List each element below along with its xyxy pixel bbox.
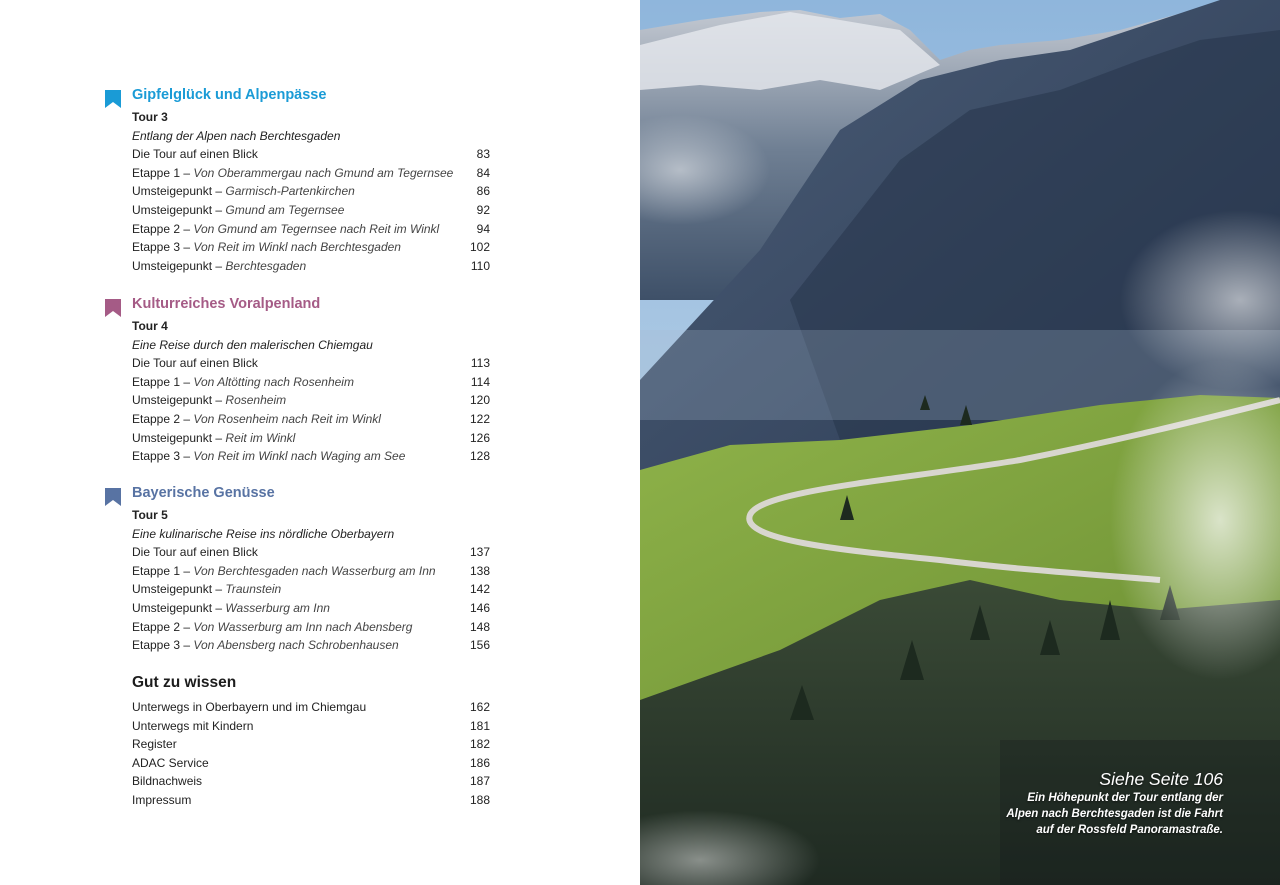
toc-row[interactable]: [132, 636, 490, 655]
toc-row[interactable]: [132, 354, 490, 373]
toc-row-sub: Wasserburg am Inn: [225, 600, 330, 615]
toc-row-label: Register: [132, 737, 177, 752]
toc-row-sub: Berchtesgaden: [225, 258, 307, 273]
page-number: 156: [469, 638, 490, 653]
page-number: 182: [469, 737, 490, 752]
tour-subtitle: Eine Reise durch den malerischen Chiemgau: [132, 337, 373, 352]
bookmark-icon: [105, 488, 121, 506]
dash: –: [183, 638, 191, 653]
toc-row[interactable]: [132, 717, 490, 736]
toc-row-sub: Von Reit im Winkl nach Berchtesgaden: [193, 240, 401, 255]
toc-row-label: Die Tour auf einen Blick: [132, 545, 258, 560]
toc-row-sub: Rosenheim: [225, 393, 287, 408]
toc-row-sub: Garmisch-Partenkirchen: [225, 184, 355, 199]
page-number: 188: [469, 792, 490, 807]
toc-row-label: Die Tour auf einen Blick: [132, 147, 258, 162]
tour-subtitle: Entlang der Alpen nach Berchtesgaden: [132, 128, 341, 143]
toc-row-label: Umsteigepunkt: [132, 582, 213, 597]
toc-row[interactable]: [132, 791, 490, 810]
dash: –: [183, 619, 191, 634]
toc-row-sub: Reit im Winkl: [225, 430, 296, 445]
page-number: 138: [469, 563, 490, 578]
tour-label: Tour 4: [132, 319, 168, 333]
page-number: 187: [469, 774, 490, 789]
section-header: [105, 296, 495, 318]
toc-list: [132, 317, 490, 466]
toc-row[interactable]: [132, 698, 490, 717]
toc-row-label: ADAC Service: [132, 755, 209, 770]
page-number: 114: [470, 374, 490, 389]
toc-row-label: Umsteigepunkt: [132, 202, 213, 217]
toc-row[interactable]: [132, 238, 490, 257]
caption-title: Siehe Seite 106: [1099, 769, 1223, 789]
photo-caption: [1006, 768, 1223, 838]
dash: –: [215, 582, 223, 597]
dash: –: [215, 202, 223, 217]
tour-label: Tour 5: [132, 508, 168, 522]
toc-row[interactable]: [132, 772, 490, 791]
toc-row[interactable]: [132, 543, 490, 562]
toc-row-label: Etappe 3: [132, 240, 181, 255]
bookmark-icon: [105, 299, 121, 317]
toc-row[interactable]: [132, 410, 490, 429]
toc-row-label: Umsteigepunkt: [132, 430, 213, 445]
toc-section-gut-zu-wissen: [105, 674, 495, 810]
toc-row-label: Etappe 1: [132, 374, 181, 389]
toc-row-label: Die Tour auf einen Blick: [132, 356, 258, 371]
photo-page: [640, 0, 1280, 885]
dash: –: [183, 411, 191, 426]
toc-row-sub: Von Berchtesgaden nach Wasserburg am Inn: [193, 563, 436, 578]
toc-row[interactable]: [132, 220, 490, 239]
toc-row-label: Unterwegs mit Kindern: [132, 718, 254, 733]
toc-row-label: Etappe 2: [132, 221, 181, 236]
toc-row-sub: Von Reit im Winkl nach Waging am See: [193, 449, 406, 464]
toc-row-sub: Von Gmund am Tegernsee nach Reit im Winkl: [193, 221, 440, 236]
page-number: 146: [469, 600, 490, 615]
toc-row[interactable]: [132, 391, 490, 410]
toc-row[interactable]: [132, 580, 490, 599]
page-number: 86: [476, 184, 490, 199]
page-number: 84: [476, 165, 490, 180]
caption-line: auf der Rossfeld Panoramastraße.: [1036, 824, 1223, 836]
toc-list: [132, 108, 490, 275]
dash: –: [183, 374, 191, 389]
toc-row[interactable]: [132, 145, 490, 164]
toc-row-label: Etappe 3: [132, 449, 181, 464]
dash: –: [183, 221, 191, 236]
toc-list: [132, 506, 490, 655]
toc-row[interactable]: [132, 599, 490, 618]
page-number: 148: [469, 619, 490, 634]
page-number: 110: [470, 258, 490, 273]
toc-row[interactable]: [132, 735, 490, 754]
toc-row-sub: Gmund am Tegernsee: [225, 202, 345, 217]
page-number: 94: [476, 221, 490, 236]
dash: –: [215, 258, 223, 273]
toc-row-label: Bildnachweis: [132, 774, 203, 789]
toc-row-sub: Von Abensberg nach Schrobenhausen: [193, 638, 399, 653]
dash: –: [215, 393, 223, 408]
page-number: 186: [469, 755, 490, 770]
toc-row-sub: Von Wasserburg am Inn nach Abensberg: [193, 619, 413, 634]
dash: –: [183, 165, 191, 180]
page-number: 181: [469, 718, 490, 733]
dash: –: [183, 240, 191, 255]
toc-row-label: Etappe 1: [132, 165, 181, 180]
tour-label: Tour 3: [132, 110, 168, 124]
dash: –: [215, 430, 223, 445]
page-number: 142: [469, 582, 490, 597]
toc-row[interactable]: [132, 164, 490, 183]
page-number: 92: [476, 202, 490, 217]
toc-row-label: Impressum: [132, 792, 192, 807]
toc-section-gipfelglueck: [105, 87, 495, 275]
section-title: Kulturreiches Voralpenland: [132, 296, 321, 312]
toc-row[interactable]: [132, 373, 490, 392]
caption-line: Alpen nach Berchtesgaden ist die Fahrt: [1006, 808, 1223, 820]
toc-list: [132, 698, 490, 810]
toc-row[interactable]: [132, 562, 490, 581]
toc-row-sub: Von Oberammergau nach Gmund am Tegernsee: [193, 165, 454, 180]
section-title: Gut zu wissen: [132, 674, 237, 691]
dash: –: [215, 184, 223, 199]
toc-row-label: Etappe 2: [132, 619, 181, 634]
dash: –: [215, 600, 223, 615]
page-number: 83: [476, 147, 490, 162]
page-number: 120: [469, 393, 490, 408]
page-number: 162: [469, 700, 490, 714]
toc-row-label: Etappe 3: [132, 638, 181, 653]
page-number: 126: [469, 430, 490, 445]
toc-row[interactable]: [132, 429, 490, 448]
dash: –: [183, 563, 191, 578]
toc-row[interactable]: [132, 182, 490, 201]
dash: –: [183, 449, 191, 464]
section-header: [105, 87, 495, 109]
page-number: 113: [470, 356, 490, 371]
toc-row[interactable]: [132, 618, 490, 637]
toc-row-label: Umsteigepunkt: [132, 393, 213, 408]
tour-subtitle: Eine kulinarische Reise ins nördliche Oberbayern: [132, 526, 395, 541]
toc-row-label: Umsteigepunkt: [132, 600, 213, 615]
caption-line: Ein Höhepunkt der Tour entlang der: [1027, 792, 1223, 804]
bookmark-icon: [105, 90, 121, 108]
toc-row[interactable]: [132, 447, 490, 466]
toc-row-sub: Traunstein: [225, 582, 282, 597]
toc-row-label: Umsteigepunkt: [132, 258, 213, 273]
section-title: Bayerische Genüsse: [132, 485, 275, 501]
page-number: 137: [469, 545, 490, 560]
toc-section-kulturreich: [105, 296, 495, 466]
toc-row[interactable]: [132, 754, 490, 773]
page-number: 128: [469, 449, 490, 464]
section-header: [105, 485, 495, 507]
toc-row-sub: Von Altötting nach Rosenheim: [193, 374, 354, 389]
page-number: 122: [469, 411, 490, 426]
toc-section-genuesse: [105, 485, 495, 655]
alpine-road-photo: [640, 0, 1280, 885]
toc-row[interactable]: [132, 201, 490, 220]
toc-row-sub: Von Rosenheim nach Reit im Winkl: [193, 411, 381, 426]
toc-row-label: Etappe 2: [132, 411, 181, 426]
toc-row-label: Umsteigepunkt: [132, 184, 213, 199]
section-header: [105, 674, 495, 698]
toc-row-label: Unterwegs in Oberbayern und im Chiemgau: [132, 700, 367, 714]
toc-row[interactable]: [132, 257, 490, 276]
section-title: Gipfelglück und Alpenpässe: [132, 87, 327, 103]
page-number: 102: [469, 240, 490, 255]
toc-row-label: Etappe 1: [132, 563, 181, 578]
